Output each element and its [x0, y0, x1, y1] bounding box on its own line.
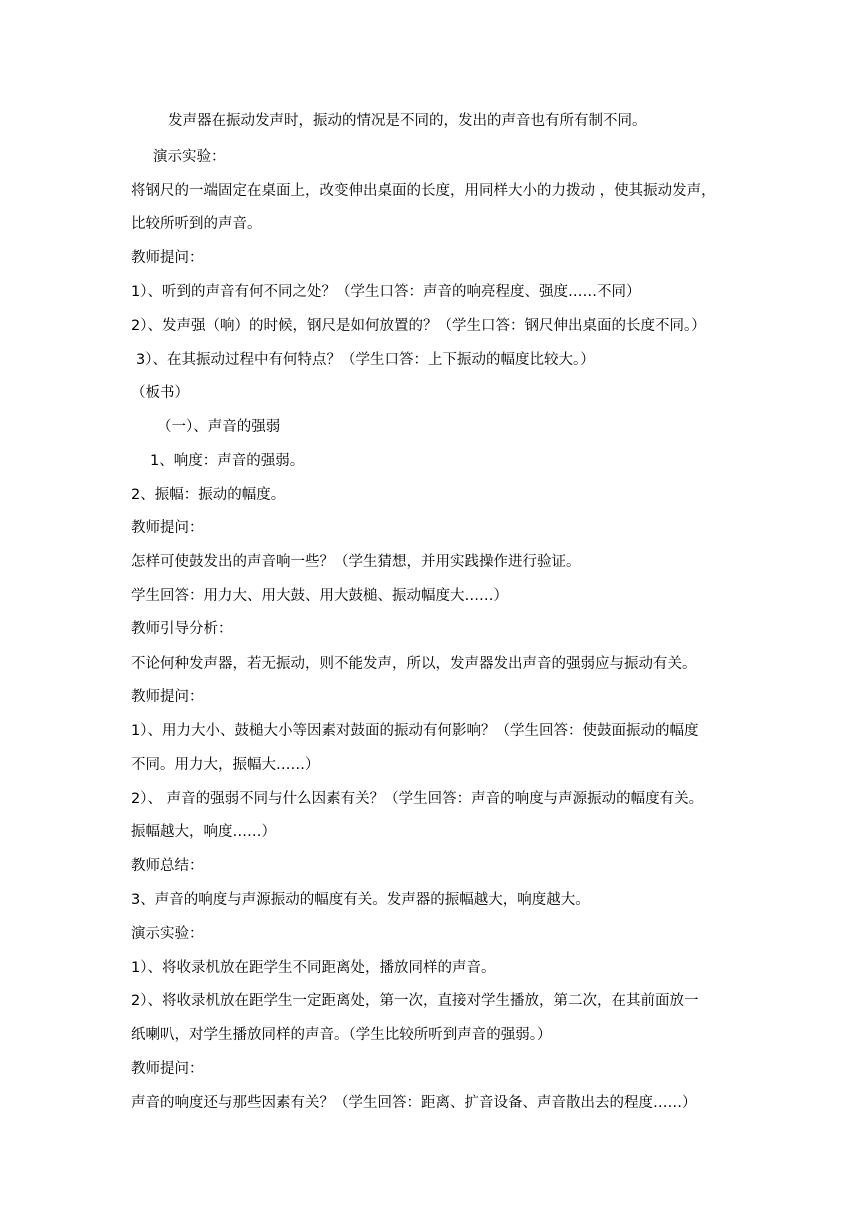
experiment-line: 2）、将收录机放在距学生一定距离处，第一次，直接对学生播放，第二次，在其前面放一 [131, 993, 699, 1009]
section-label: 演示实验： [131, 926, 204, 942]
experiment-line: 1）、将收录机放在距学生不同距离处，播放同样的声音。 [131, 960, 496, 976]
paragraph-line: 不论何种发声器，若无振动，则不能发声，所以，发声器发出声音的强弱应与振动有关。 [131, 656, 697, 672]
definition-line: 2、振幅：振动的幅度。 [131, 487, 286, 503]
question-line: 3）、在其振动过程中有何特点？（学生口答：上下振动的幅度比较大。） [136, 352, 595, 368]
section-label: 演示实验： [153, 149, 226, 165]
question-line: 2）、 声音的强弱不同与什么因素有关？（学生回答：声音的响度与声源振动的幅度有关。 [131, 791, 704, 807]
question-line: 2）、发声强（响）的时候，钢尺是如何放置的？（学生口答：钢尺伸出桌面的长度不同。） [131, 318, 706, 334]
section-label: 教师引导分析： [131, 621, 233, 637]
experiment-line: 纸喇叭，对学生播放同样的声音。（学生比较所听到声音的强弱。） [131, 1027, 552, 1043]
question-line: 1）、听到的声音有何不同之处？（学生口答：声音的响亮程度、强度……不同） [131, 284, 641, 300]
paragraph-line: 学生回答：用力大、用大鼓、用大鼓槌、振动幅度大……） [131, 588, 508, 604]
definition-line: 1、响度：声音的强弱。 [150, 453, 305, 469]
section-label: 教师提问： [131, 689, 204, 705]
section-label: 教师总结： [131, 858, 204, 874]
question-line: 振幅越大，响度……） [131, 824, 276, 840]
paragraph-line: 比较所听到的声音。 [131, 216, 262, 232]
paragraph-line: 将钢尺的一端固定在桌面上，改变伸出桌面的长度，用同样大小的力拨动 ，使其振动发声， [131, 183, 716, 199]
board-note: （板书） [131, 385, 189, 401]
paragraph-line: 3、声音的响度与声源振动的幅度有关。发声器的振幅越大，响度越大。 [131, 892, 590, 908]
paragraph-line: 发声器在振动发声时，振动的情况是不同的，发出的声音也有所有制不同。 [168, 113, 647, 129]
question-line: 不同。用力大，振幅大……） [131, 757, 320, 773]
question-line: 1）、用力大小、鼓槌大小等因素对鼓面的振动有何影响？（学生回答：使鼓面振动的幅度 [131, 723, 699, 739]
question-line: 声音的响度还与那些因素有关？（学生回答：距离、扩音设备、声音散出去的程度……） [131, 1095, 697, 1111]
section-label: 教师提问： [131, 520, 204, 536]
section-label: 教师提问： [131, 250, 204, 266]
section-label: 教师提问： [131, 1061, 204, 1077]
paragraph-line: 怎样可使鼓发出的声音响一些？（学生猜想，并用实践操作进行验证。 [131, 554, 581, 570]
heading-line: （一）、声音的强弱 [157, 419, 281, 435]
